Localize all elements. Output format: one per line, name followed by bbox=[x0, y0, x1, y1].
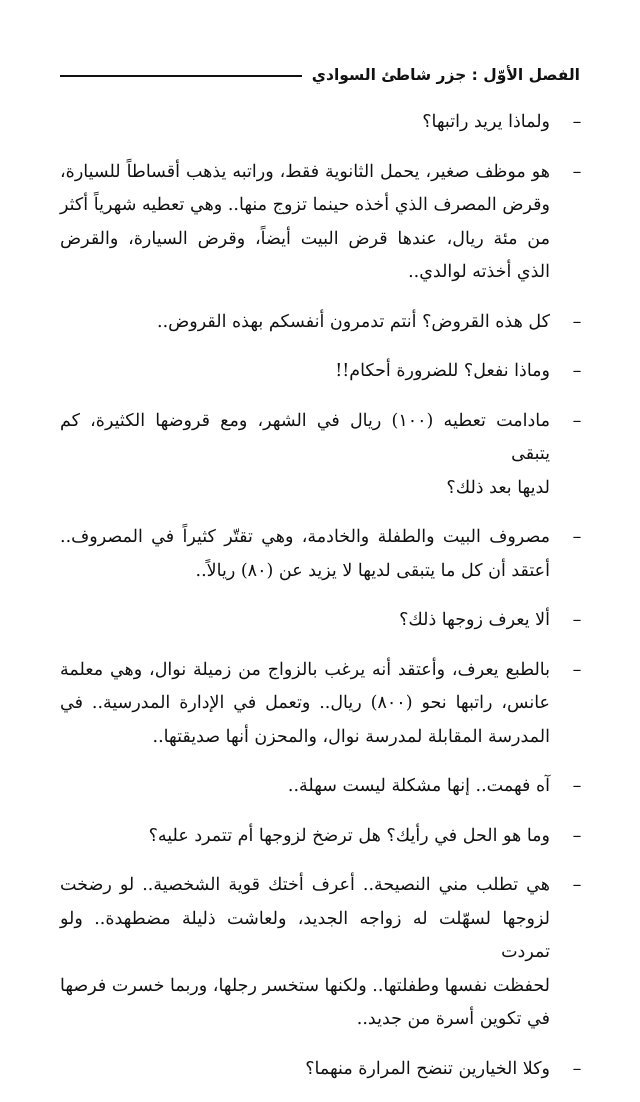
paragraph-line: في تكوين أسرة من جديد.. bbox=[356, 1009, 550, 1029]
paragraph-line: من مئة ريال، عندها قرض البيت أيضاً، وقرض السيارة، والقرض bbox=[60, 228, 550, 249]
dialogue-dash: – bbox=[572, 161, 582, 182]
dialogue-paragraph bbox=[60, 306, 584, 340]
paragraph-line: وما هو الحل في رأيك؟ هل ترضخ لزوجها أم تتمرد عليه؟ bbox=[148, 825, 550, 846]
paragraph-line: آه فهمت.. إنها مشكلة ليست سهلة.. bbox=[287, 776, 550, 796]
dialogue-dash: – bbox=[572, 410, 582, 431]
paragraph-line: مادامت تعطيه (١٠٠) ريال في الشهر، ومع قروضها الكثيرة، كم يتبقى bbox=[60, 410, 550, 464]
dialogue-paragraph bbox=[60, 604, 584, 638]
paragraph-line: هي تطلب مني النصيحة.. أعرف أختك قوية الشخصية.. لو رضخت bbox=[60, 875, 550, 895]
running-header bbox=[60, 58, 580, 92]
paragraph-line: وقرض المصرف الذي أخذه حينما تزوج منها.. وهي تعطيه شهرياً أكثر bbox=[60, 195, 550, 215]
paragraph-line: وكلا الخيارين تنضح المرارة منهما؟ bbox=[305, 1058, 550, 1079]
paragraph-line: ولماذا يريد راتبها؟ bbox=[422, 112, 550, 132]
dialogue-dash: – bbox=[572, 875, 582, 895]
dialogue-dash: – bbox=[572, 610, 582, 630]
paragraph-line: لحفظت نفسها وطفلتها.. ولكنها ستخسر رجلها، وربما خسرت فرصها bbox=[60, 975, 550, 996]
dialogue-paragraph bbox=[60, 1053, 584, 1087]
paragraph-line: المدرسة المقابلة لمدرسة نوال، والمحزن أنها صديقتها.. bbox=[152, 726, 550, 747]
dialogue-dash: – bbox=[572, 527, 582, 547]
dialogue-dash: – bbox=[572, 311, 582, 332]
paragraph-line: مصروف البيت والطفلة والخادمة، وهي تقتّر كثيراً في المصروف.. bbox=[60, 527, 550, 547]
paragraph-line: الذي أخذته لوالدي.. bbox=[408, 262, 550, 282]
paragraph-line: ألا يعرف زوجها ذلك؟ bbox=[399, 610, 550, 630]
dialogue-body bbox=[60, 106, 584, 1102]
dialogue-paragraph bbox=[60, 820, 584, 854]
dialogue-paragraph bbox=[60, 106, 584, 140]
paragraph-line: لزوجها لسهّلت له زواجه الجديد، ولعاشت ذليلة مضطهدة.. ولو تمردت bbox=[60, 908, 550, 962]
paragraph-line: هو موظف صغير، يحمل الثانوية فقط، وراتبه يذهب أقساطاً للسيارة، bbox=[60, 161, 550, 182]
dialogue-dash: – bbox=[572, 361, 582, 381]
dialogue-paragraph bbox=[60, 156, 584, 290]
dialogue-paragraph bbox=[60, 405, 584, 506]
chapter-title: الفصل الأوّل : جزر شاطئ السوادي bbox=[311, 66, 580, 84]
paragraph-line: لديها بعد ذلك؟ bbox=[446, 477, 550, 498]
paragraph-line: أعتقد أن كل ما يتبقى لديها لا يزيد عن (٨٠) ريالاً.. bbox=[195, 560, 550, 581]
paragraph-line: بالطبع يعرف، وأعتقد أنه يرغب بالزواج من زميلة نوال، وهي معلمة bbox=[60, 659, 550, 680]
paragraph-line: عانس، راتبها نحو (٨٠٠) ريال.. وتعمل في الإدارة المدرسية.. في bbox=[60, 693, 550, 713]
dialogue-dash: – bbox=[572, 659, 582, 680]
dialogue-dash: – bbox=[572, 825, 582, 846]
header-rule bbox=[60, 75, 302, 77]
dialogue-paragraph bbox=[60, 770, 584, 804]
paragraph-line: كل هذه القروض؟ أنتم تدمرون أنفسكم بهذه القروض.. bbox=[157, 311, 550, 332]
dialogue-paragraph bbox=[60, 521, 584, 588]
dialogue-dash: – bbox=[572, 112, 582, 132]
dialogue-paragraph bbox=[60, 355, 584, 389]
dialogue-dash: – bbox=[572, 776, 582, 796]
dialogue-paragraph bbox=[60, 869, 584, 1037]
dialogue-dash: – bbox=[572, 1058, 582, 1079]
paragraph-line: وماذا نفعل؟ للضرورة أحكام!! bbox=[335, 361, 550, 381]
dialogue-paragraph bbox=[60, 654, 584, 755]
